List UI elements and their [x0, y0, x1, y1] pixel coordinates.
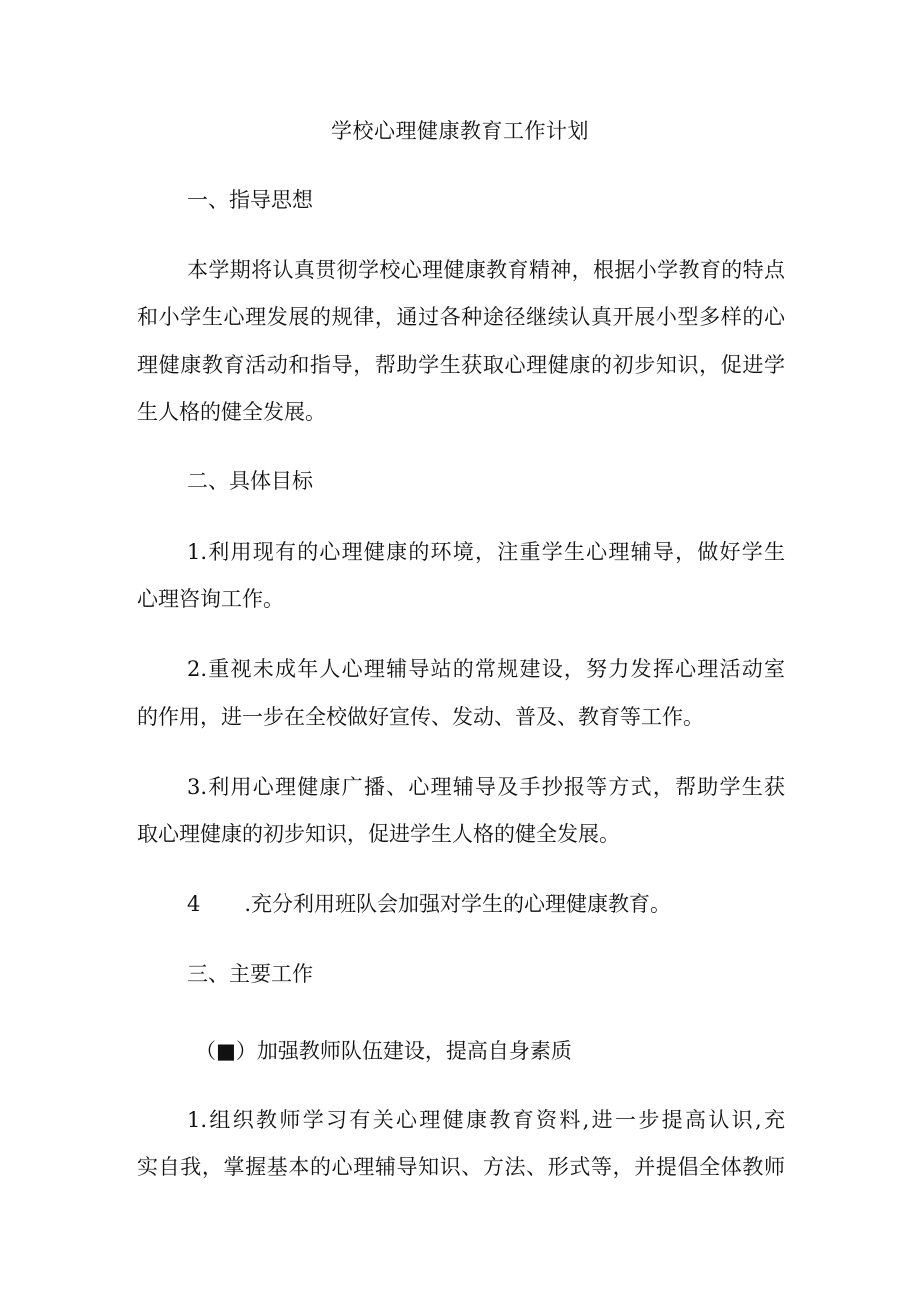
goal-4-line-1: [187, 887, 671, 921]
goal-3-line-1: [187, 770, 785, 804]
goal-1-line-2: 心理咨询工作。: [137, 587, 284, 611]
goal-1-number: 1: [187, 540, 201, 564]
goal-2-text: .重视未成年人心理辅导站的常规建设，努力发挥心理活动室: [200, 657, 785, 681]
section3-subheading: （■）加强教师队伍建设，提高自身素质: [195, 1039, 572, 1063]
document-title: 学校心理健康教育工作计划: [331, 119, 589, 143]
section1-line-4: 生人格的健全发展。: [137, 400, 326, 424]
work-1-line-1: [187, 1103, 785, 1137]
goal-2-number: 2: [187, 657, 201, 681]
goal-2-line-1: [187, 652, 785, 686]
section2-heading: 二、具体目标: [187, 469, 313, 493]
goal-3-text: .利用心理健康广播、心理辅导及手抄报等方式，帮助学生获: [200, 775, 785, 799]
section1-line-1: 本学期将认真贯彻学校心理健康教育精神，根据小学教育的特点: [187, 258, 785, 282]
work-1-text: .组织教师学习有关心理健康教育资料,进一步提高认识,充: [200, 1108, 785, 1132]
goal-4-text: .充分利用班队会加强对学生的心理健康教育。: [244, 892, 672, 916]
section1-line-2: 和小学生心理发展的规律，通过各种途径继续认真开展小型多样的心: [137, 305, 785, 329]
goal-3-line-2: 取心理健康的初步知识，促进学生人格的健全发展。: [137, 822, 620, 846]
work-1-number: 1: [187, 1108, 201, 1132]
goal-1-text: .利用现有的心理健康的环境，注重学生心理辅导，做好学生: [200, 540, 785, 564]
goal-4-number: 4: [187, 892, 201, 916]
section3-heading: 三、主要工作: [187, 962, 313, 986]
section1-line-3: 理健康教育活动和指导，帮助学生获取心理健康的初步知识，促进学: [137, 353, 785, 377]
work-1-line-2: 实自我，掌握基本的心理辅导知识、方法、形式等，并提倡全体教师: [137, 1155, 785, 1179]
goal-1-line-1: [187, 535, 785, 569]
goal-3-number: 3: [187, 775, 201, 799]
goal-2-line-2: 的作用，进一步在全校做好宣传、发动、普及、教育等工作。: [137, 705, 704, 729]
section1-heading: 一、指导思想: [187, 188, 313, 212]
